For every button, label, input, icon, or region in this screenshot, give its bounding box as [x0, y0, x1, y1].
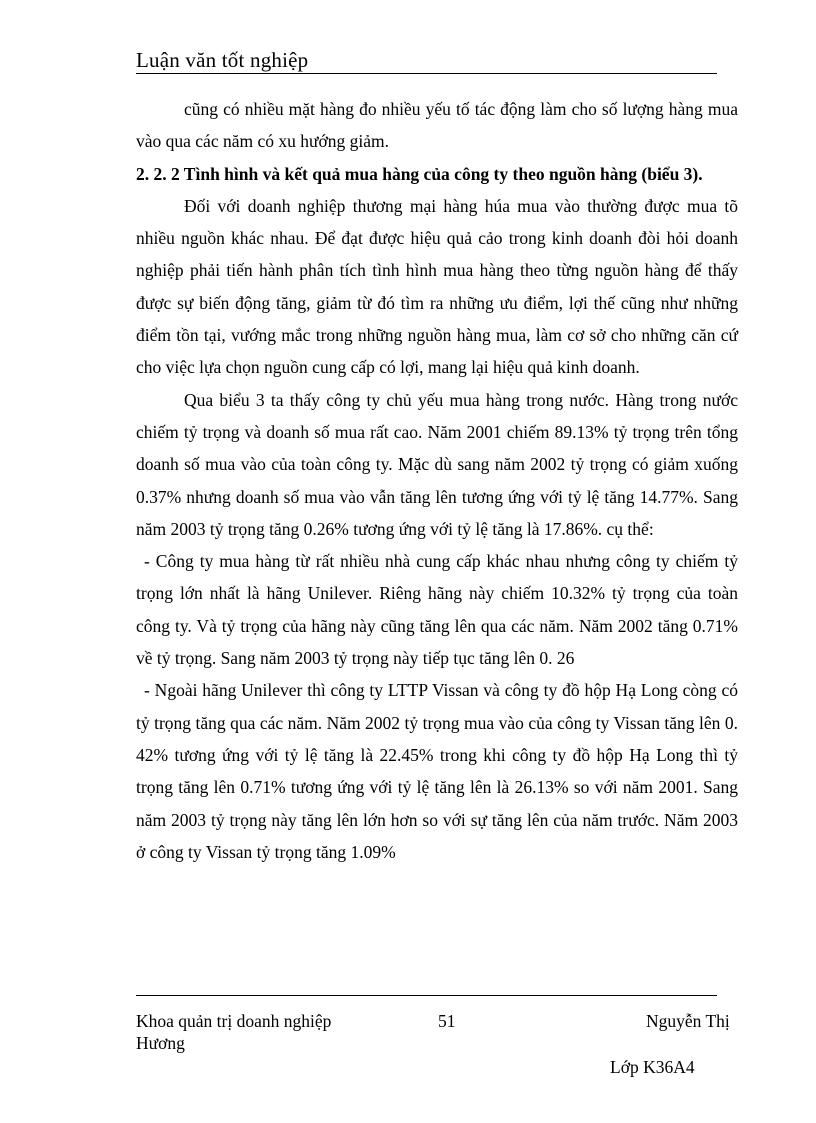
paragraph-vissan-halong: - Ngoài hãng Unilever thì công ty LTTP Vissan và công ty đồ hộp Hạ Long còng có tỷ trọng tăng qua các năm. Năm 2002 tỷ trọng mua vào của công ty Vissan tăng lên 0. 42% tương ứng với tỷ lệ tăng là 22.45% trong khi công ty đồ hộp Hạ Long thì tỷ trọng tăng lên 0.71% tương ứng với tỷ lệ tăng lên là 26.13% so với năm 2001. Sang năm 2003 tỷ trọng này tăng lên lớn hơn so với sự tăng lên của năm trước. Năm 2003 ở công ty Vissan tỷ trọng tăng 1.09% — [136, 680, 738, 862]
paragraph-sources-intro: Đối với doanh nghiệp thương mại hàng húa mua vào thường được mua tõ nhiều nguồn khác nhau. Để đạt được hiệu quả cảo trong kinh doanh đòi hỏi doanh nghiệp phải tiến hành phân tích tình hình mua hàng theo từng nguồn hàng để thấy được sự biến động tăng, giảm từ đó tìm ra những ưu điểm, lợi thế cũng như những điểm tồn tại, vướng mắc trong những nguồn hàng mua, làm cơ sở cho những căn cứ cho việc lựa chọn nguồn cung cấp có lợi, mang lại hiệu quả kinh doanh. — [136, 195, 738, 378]
paragraph-domestic-analysis: Qua biểu 3 ta thấy công ty chủ yếu mua hàng trong nước. Hàng trong nước chiếm tỷ trọng và doanh số mua rất cao. Năm 2001 chiếm 89.13% tỷ trọng trên tổng doanh số mua vào của toàn công ty. Mặc dù sang năm 2002 tỷ trọng có giảm xuống 0.37% nhưng doanh số mua vào vẫn tăng lên tương ứng với tỷ lệ tăng 14.77%. Sang năm 2003 tỷ trọng tăng 0.26% tương ứng với tỷ lệ tăng là 17.86%. cụ thể: — [136, 389, 738, 539]
paragraph-unilever: - Công ty mua hàng từ rất nhiều nhà cung cấp khác nhau nhưng công ty chiếm tỷ trọng lớn nhất là hãng Unilever. Riêng hãng này chiếm 10.32% tỷ trọng của toàn công ty. Và tỷ trọng của hãng này cũng tăng lên qua các năm. Năm 2002 tăng 0.71% về tỷ trọng. Sang năm 2003 tỷ trọng này tiếp tục tăng lên 0. 26 — [136, 551, 738, 669]
header-title: Luận văn tốt nghiệp — [136, 48, 309, 72]
footer-author-last: Hương — [136, 1033, 185, 1053]
paragraph-continuation: cũng có nhiều mặt hàng đo nhiều yếu tố tác động làm cho số lượng hàng mua vào qua các năm có xu hướng giảm. — [136, 99, 738, 152]
page-body — [136, 93, 738, 868]
footer-page-number: 51 — [438, 1011, 456, 1031]
header-divider — [136, 73, 717, 74]
section-heading: 2. 2. 2 Tình hình và kết quả mua hàng của công ty theo nguồn hàng (biểu 3). — [136, 163, 703, 184]
footer-author-first: Nguyễn Thị — [646, 1011, 730, 1031]
footer-class-label: Lớp K36A4 — [610, 1057, 695, 1077]
footer-faculty: Khoa quản trị doanh nghiệp — [136, 1011, 332, 1031]
footer-divider — [136, 995, 717, 996]
